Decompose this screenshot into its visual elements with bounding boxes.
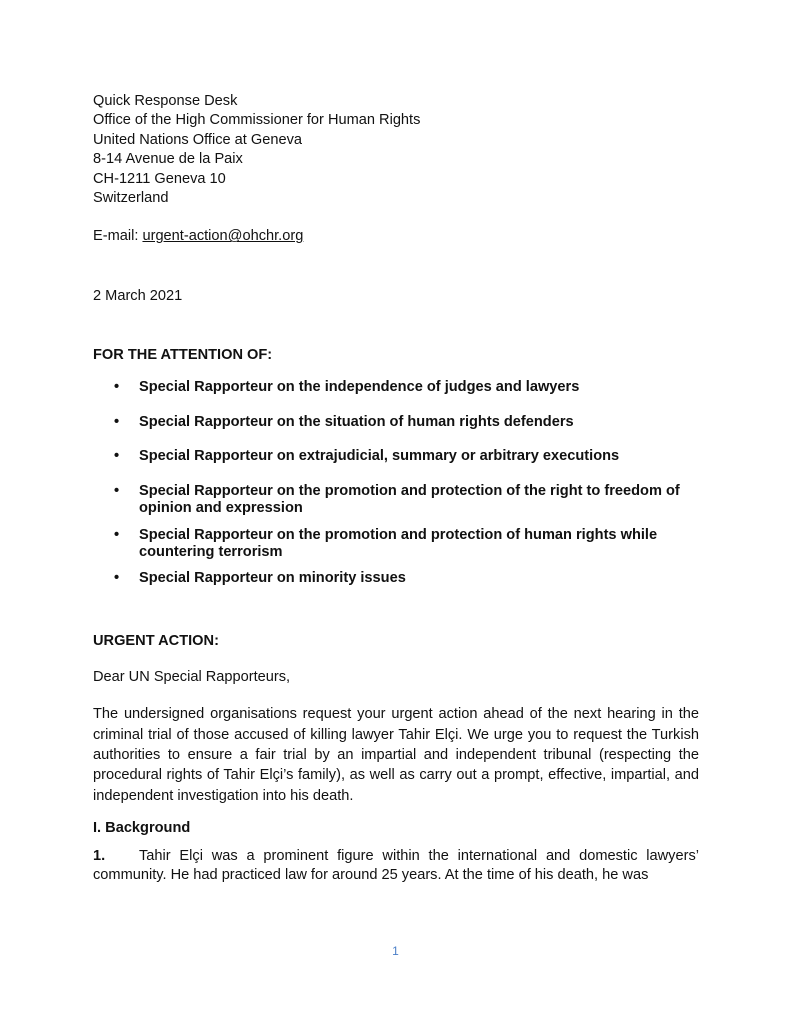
paragraph-text: Tahir Elçi was a prominent figure within the international and domestic lawyers’ community. He had practiced law for around 25 years. At the time of his death, he was xyxy=(93,847,699,884)
list-item-text: Special Rapporteur on extrajudicial, summary or arbitrary executions xyxy=(139,448,620,465)
list-item xyxy=(93,379,699,397)
email-line xyxy=(93,227,699,246)
letter-page xyxy=(93,92,699,886)
list-item-text: Special Rapporteur on the independence of judges and lawyers xyxy=(139,379,580,396)
attention-heading: FOR THE ATTENTION OF: xyxy=(93,347,273,364)
list-item xyxy=(93,448,699,466)
list-item xyxy=(93,570,699,588)
list-item-text: Special Rapporteur on minority issues xyxy=(139,569,406,586)
bullet-icon: • xyxy=(114,448,120,465)
address-line: Switzerland xyxy=(93,190,169,207)
list-item-text: Special Rapporteur on the promotion and protection of the right to freedom of opinion and expression xyxy=(139,482,680,517)
list-item-text: Special Rapporteur on the promotion and protection of human rights while countering terrorism xyxy=(139,526,658,561)
list-item xyxy=(93,527,699,562)
bullet-icon: • xyxy=(114,379,120,396)
urgent-action-heading: URGENT ACTION: xyxy=(93,633,219,650)
numbered-paragraph xyxy=(93,847,699,886)
address-line: Quick Response Desk xyxy=(93,93,238,109)
intro-paragraph: The undersigned organisations request your urgent action ahead of the next hearing in the criminal trial of those accused of killing lawyer Tahir Elçi. We urge you to request the Turkish authorities to ensure a fair trial by an impartial and independent tribunal (respecting the procedural rights of Tahir Elçi’s family), as well as carry out a prompt, effective, impartial, and independent investigation into his death. xyxy=(93,706,699,804)
rapporteur-list xyxy=(93,379,699,587)
address-line: 8-14 Avenue de la Paix xyxy=(93,151,243,168)
page-number: 1 xyxy=(392,944,399,958)
address-line: United Nations Office at Geneva xyxy=(93,131,303,148)
list-item xyxy=(93,414,699,432)
bullet-icon: • xyxy=(114,413,120,430)
email-label: E-mail: xyxy=(93,228,143,245)
list-item xyxy=(93,483,699,518)
recipient-address xyxy=(93,92,699,208)
list-item-text: Special Rapporteur on the situation of human rights defenders xyxy=(139,413,574,430)
bullet-icon: • xyxy=(114,526,120,543)
salutation: Dear UN Special Rapporteurs, xyxy=(93,669,291,686)
letter-date: 2 March 2021 xyxy=(93,288,183,305)
paragraph-number: 1. xyxy=(93,847,106,864)
section-heading: I. Background xyxy=(93,819,191,836)
address-line: Office of the High Commissioner for Human Rights xyxy=(93,112,421,129)
bullet-icon: • xyxy=(114,569,120,586)
bullet-icon: • xyxy=(114,482,120,499)
email-link[interactable]: urgent-action@ohchr.org xyxy=(142,228,304,245)
address-line: CH-1211 Geneva 10 xyxy=(93,170,226,187)
